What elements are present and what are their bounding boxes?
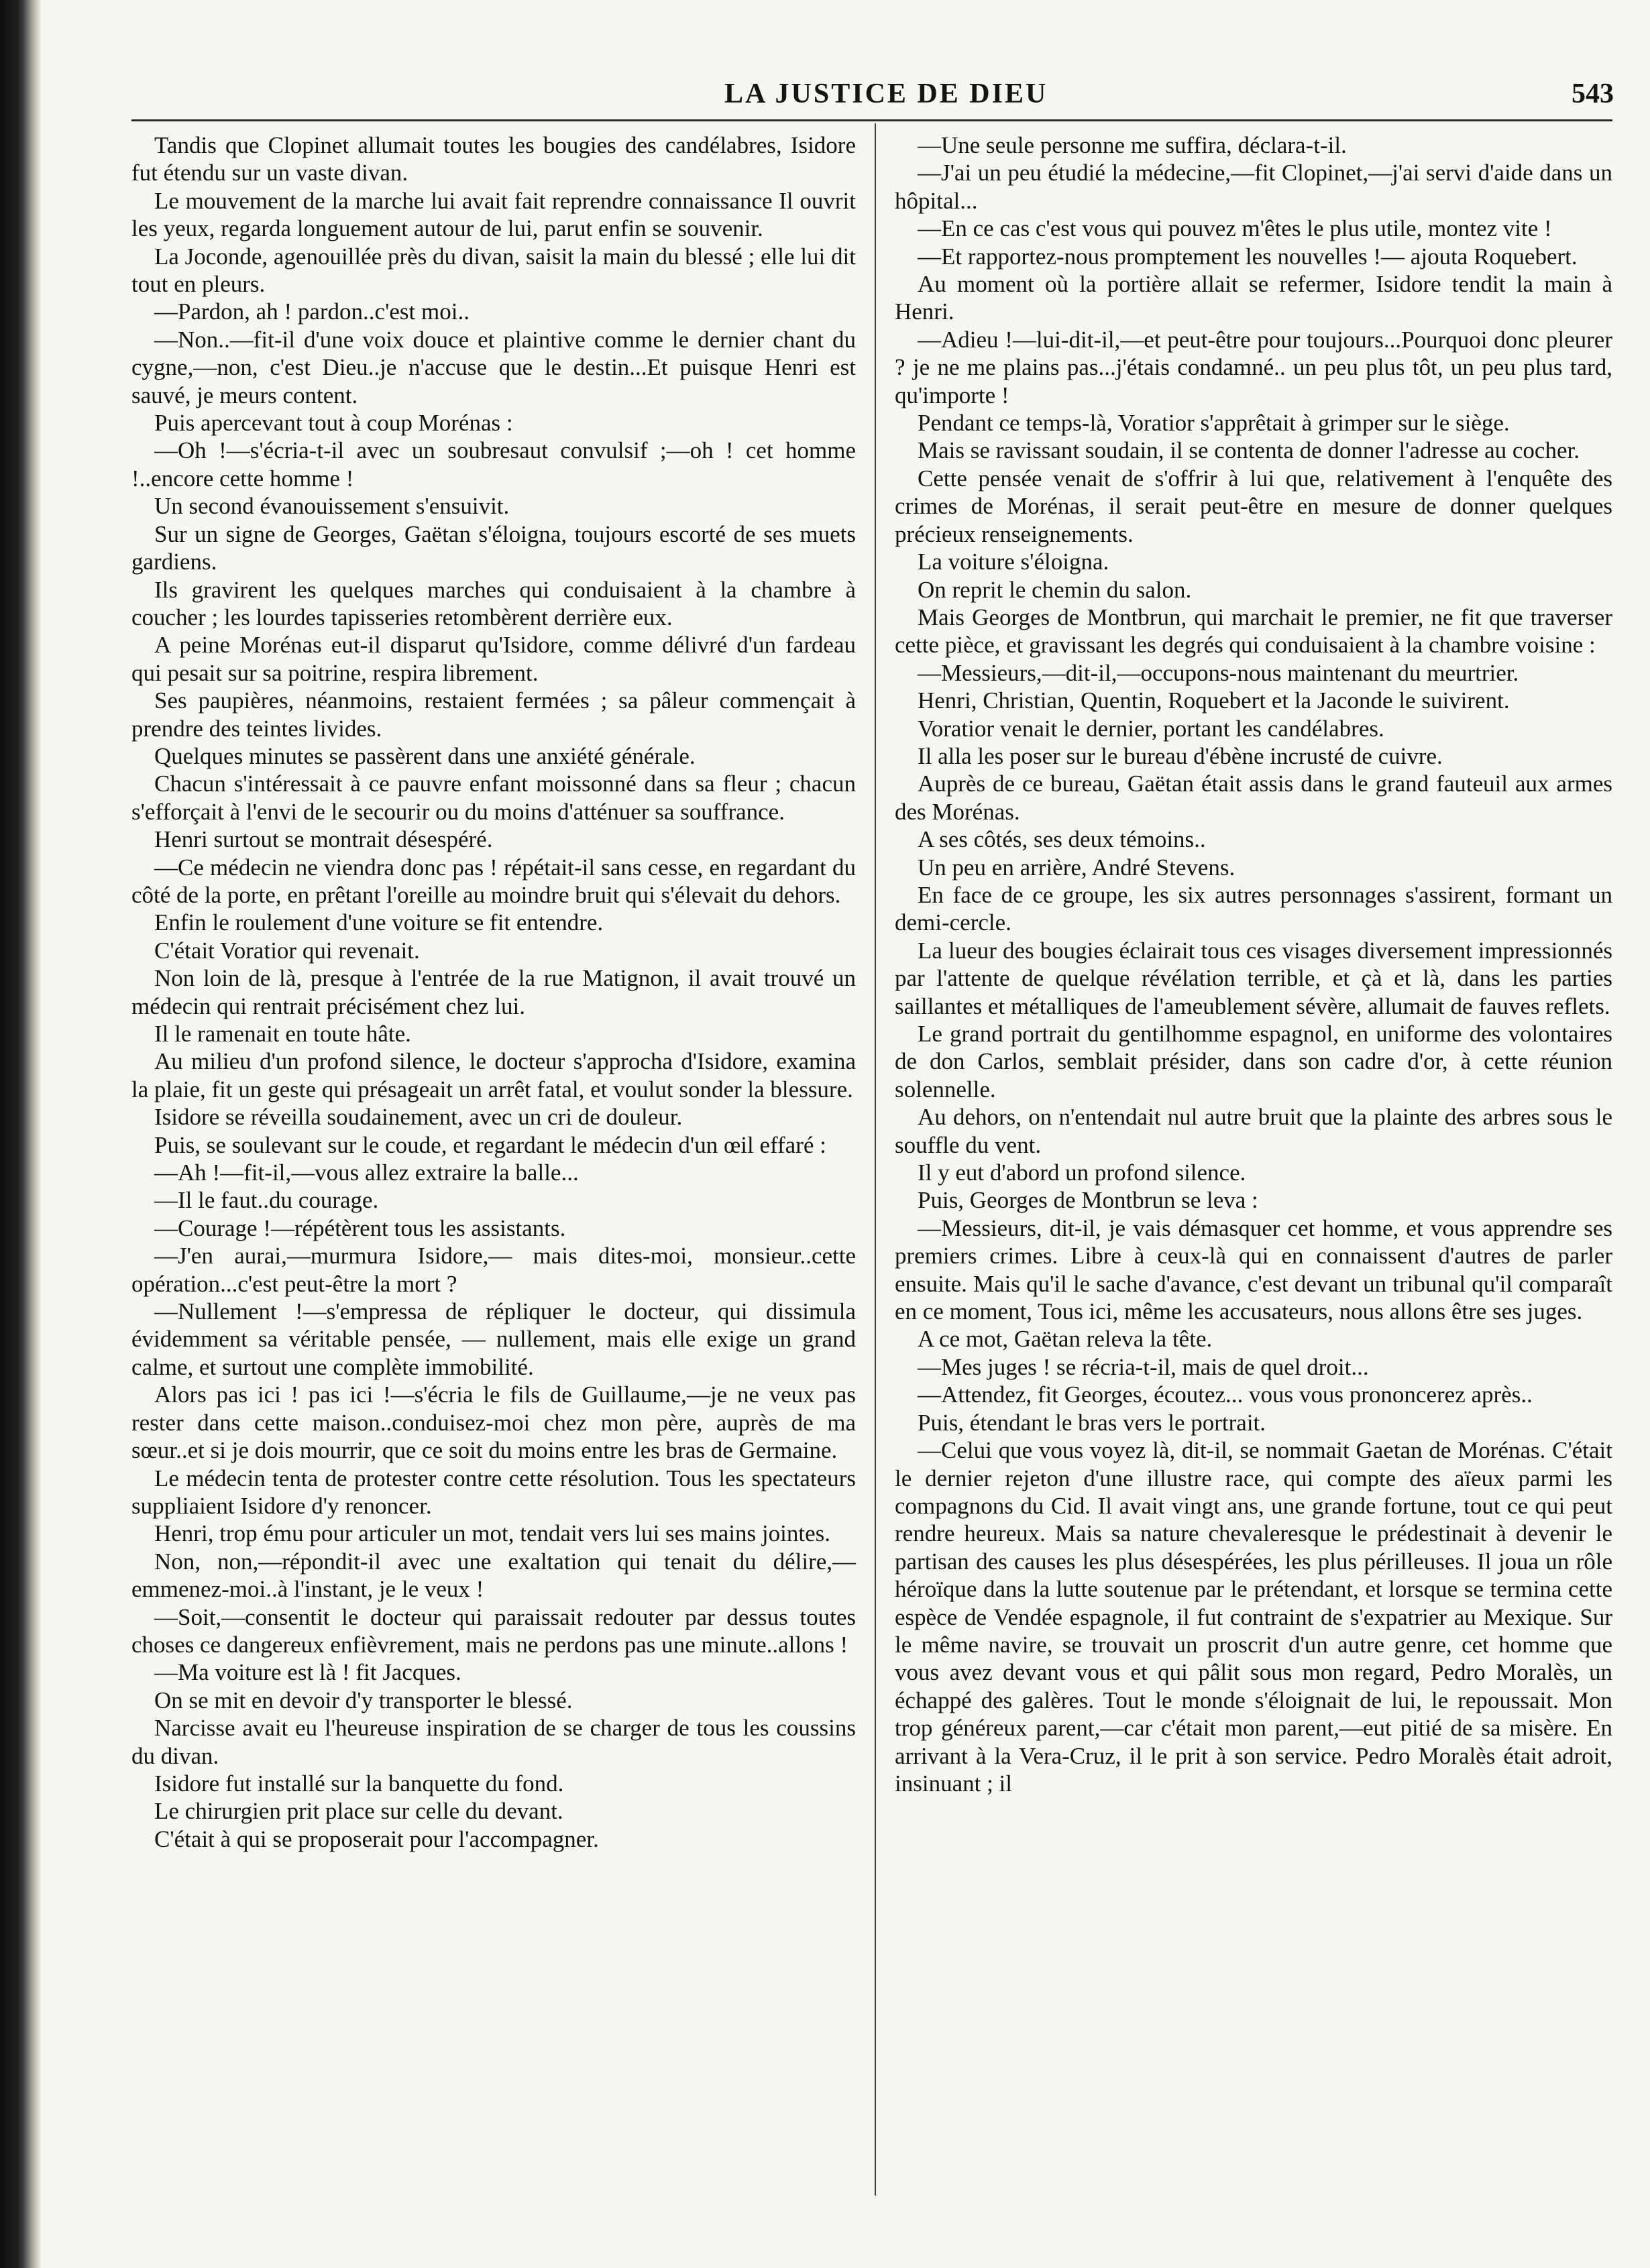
binding-edge	[0, 0, 42, 2268]
paragraph: Isidore fut installé sur la banquette du fond.	[154, 1770, 564, 1797]
paragraph: —Ma voiture est là ! fit Jacques.	[154, 1659, 461, 1686]
paragraph: Pendant ce temps-là, Voratior s'apprêtait à grimper sur le siège.	[918, 410, 1510, 437]
page-number: 543	[1572, 78, 1614, 109]
column-divider	[875, 123, 876, 2196]
paragraph: Ses paupières, néanmoins, restaient fermées ; sa pâleur commençait à prendre des teintes livides.	[131, 687, 856, 742]
paragraph: Le chirurgien prit place sur celle du devant.	[154, 1798, 563, 1825]
paragraph: Alors pas ici ! pas ici !—s'écria le fils de Guillaume,—je ne veux pas rester dans cette maison..conduisez-moi chez mon père, auprès de ma sœur..et si je dois mourrir, que ce soit du moins entre les bras de Germaine.	[131, 1381, 856, 1464]
paragraph: La voiture s'éloigna.	[918, 549, 1109, 575]
paragraph: Chacun s'intéressait à ce pauvre enfant moissonné dans sa fleur ; chacun s'efforçait à l'envi de le secourir ou du moins d'atténuer sa souffrance.	[131, 771, 856, 825]
paragraph: Non, non,—répondit-il avec une exaltation qui tenait du délire,—emmenez-moi..à l'instant, je le veux !	[131, 1548, 856, 1603]
header-rule	[131, 119, 1612, 121]
paragraph: Isidore se réveilla soudainement, avec un cri de douleur.	[154, 1104, 683, 1131]
paragraph: —Soit,—consentit le docteur qui paraissait redouter par dessus toutes choses ce dangereux enfièvrement, mais ne perdons pas une minute..allons !	[131, 1603, 856, 1658]
paragraph: Auprès de ce bureau, Gaëtan était assis dans le grand fauteuil aux armes des Morénas.	[895, 771, 1612, 825]
right-column	[895, 131, 1612, 2184]
paragraph: Mais se ravissant soudain, il se contenta de donner l'adresse au cocher.	[918, 437, 1580, 464]
paragraph: —Ce médecin ne viendra donc pas ! répétait-il sans cesse, en regardant du côté de la porte, en prêtant l'oreille au moindre bruit qui s'élevait du dehors.	[131, 854, 856, 908]
paragraph: Enfin le roulement d'une voiture se fit entendre.	[154, 909, 604, 936]
paragraph: Il alla les poser sur le bureau d'ébène incrusté de cuivre.	[918, 742, 1443, 769]
paragraph: —Attendez, fit Georges, écoutez... vous vous prononcerez après..	[918, 1381, 1533, 1408]
paragraph: —J'ai un peu étudié la médecine,—fit Clopinet,—j'ai servi d'aide dans un hôpital...	[895, 160, 1612, 214]
paragraph: —J'en aurai,—murmura Isidore,— mais dites-moi, monsieur..cette opération...c'est peut-être la mort ?	[131, 1243, 856, 1297]
paragraph: Narcisse avait eu l'heureuse inspiration de se charger de tous les coussins du divan.	[131, 1715, 856, 1769]
paragraph: On reprit le chemin du salon.	[918, 576, 1192, 603]
paragraph: —Ah !—fit-il,—vous allez extraire la balle...	[154, 1159, 579, 1186]
paragraph: Puis, se soulevant sur le coude, et regardant le médecin d'un œil effaré :	[154, 1131, 826, 1158]
running-title: LA JUSTICE DE DIEU	[724, 78, 1048, 109]
paragraph: A ses côtés, ses deux témoins..	[918, 826, 1206, 853]
paragraph: Il le ramenait en toute hâte.	[154, 1021, 411, 1047]
paragraph: C'était à qui se proposerait pour l'accompagner.	[154, 1825, 599, 1852]
paragraph: Voratior venait le dernier, portant les candélabres.	[918, 715, 1384, 742]
paragraph: —Messieurs,—dit-il,—occupons-nous maintenant du meurtrier.	[918, 659, 1519, 686]
paragraph: Un second évanouissement s'ensuivit.	[154, 493, 510, 520]
paragraph: La lueur des bougies éclairait tous ces visages diversement impressionnés par l'attente de quelque révélation terrible, et çà et là, dans les parties saillantes et métalliques de l'ameublement sévère, allumait de fauves reflets.	[895, 937, 1612, 1019]
page-header	[114, 72, 1650, 113]
left-column	[131, 131, 856, 2184]
paragraph: Au milieu d'un profond silence, le docteur s'approcha d'Isidore, examina la plaie, fit un geste qui présageait un arrêt fatal, et voulut sonder la blessure.	[131, 1048, 856, 1102]
paragraph: Au dehors, on n'entendait nul autre bruit que la plainte des arbres sous le souffle du vent.	[895, 1104, 1612, 1158]
paragraph: —Nullement !—s'empressa de répliquer le docteur, qui dissimula évidemment sa véritable pensée, — nullement, mais elle exige un grand calme, et surtout une complète immobilité.	[131, 1298, 856, 1380]
paragraph: Mais Georges de Montbrun, qui marchait le premier, ne fit que traverser cette pièce, et gravissant les degrés qui conduisaient à la chambre voisine :	[895, 604, 1612, 659]
paragraph: On se mit en devoir d'y transporter le blessé.	[154, 1687, 573, 1713]
paragraph: En face de ce groupe, les six autres personnages s'assirent, formant un demi-cercle.	[895, 881, 1612, 936]
paragraph: Cette pensée venait de s'offrir à lui que, relativement à l'enquête des crimes de Morénas, il serait peut-être en mesure de donner quelques précieux renseignements.	[895, 465, 1612, 547]
paragraph: C'était Voratior qui revenait.	[154, 937, 420, 964]
paragraph: Le mouvement de la marche lui avait fait reprendre connaissance Il ouvrit les yeux, regarda longuement autour de lui, parut enfin se souvenir.	[131, 187, 856, 242]
paragraph: Le grand portrait du gentilhomme espagnol, en uniforme des volontaires de don Carlos, semblait présider, dans son cadre d'or, à cette réunion solennelle.	[895, 1021, 1612, 1102]
paragraph: Henri, trop ému pour articuler un mot, tendait vers lui ses mains jointes.	[154, 1520, 830, 1547]
paragraph: Il y eut d'abord un profond silence.	[918, 1159, 1246, 1186]
paragraph: Le médecin tenta de protester contre cette résolution. Tous les spectateurs suppliaient Isidore d'y renoncer.	[131, 1465, 856, 1519]
paragraph: —Mes juges ! se récria-t-il, mais de quel droit...	[918, 1353, 1369, 1380]
paragraph: Au moment où la portière allait se refermer, Isidore tendit la main à Henri.	[895, 271, 1612, 325]
paragraph: A ce mot, Gaëtan releva la tête.	[918, 1326, 1213, 1353]
paragraph: —Une seule personne me suffira, déclara-t-il.	[918, 132, 1347, 158]
paragraph: La Joconde, agenouillée près du divan, saisit la main du blessé ; elle lui dit tout en pleurs.	[131, 243, 856, 298]
paragraph: Puis, étendant le bras vers le portrait.	[918, 1409, 1266, 1436]
paragraph: Non loin de là, presque à l'entrée de la rue Matignon, il avait trouvé un médecin qui rentrait précisément chez lui.	[131, 965, 856, 1019]
paragraph: —En ce cas c'est vous qui pouvez m'êtes le plus utile, montez vite !	[918, 215, 1552, 242]
paragraph: Un peu en arrière, André Stevens.	[918, 854, 1235, 881]
paragraph: A peine Morénas eut-il disparut qu'Isidore, comme délivré d'un fardeau qui pesait sur sa poitrine, respira librement.	[131, 632, 856, 686]
paragraph: —Et rapportez-nous promptement les nouvelles !— ajouta Roquebert.	[918, 243, 1578, 270]
paragraph: —Pardon, ah ! pardon..c'est moi..	[154, 298, 470, 325]
paragraph: Henri, Christian, Quentin, Roquebert et la Jaconde le suivirent.	[918, 687, 1510, 714]
paragraph: —Il le faut..du courage.	[154, 1187, 379, 1214]
paragraph: Puis, Georges de Montbrun se leva :	[918, 1187, 1258, 1214]
paragraph: —Oh !—s'écria-t-il avec un soubresaut convulsif ;—oh ! cet homme !..encore cette homme !	[131, 437, 856, 492]
paragraph: —Messieurs, dit-il, je vais démasquer cet homme, et vous apprendre ses premiers crimes. Libre à ceux-là qui en connaissent d'autres de parler ensuite. Mais qu'il le sache d'avance, c'est devant un tribunal qu'il comparaît en ce moment, Tous ici, même les accusateurs, nous allons être ses juges.	[895, 1214, 1612, 1325]
paragraph: Quelques minutes se passèrent dans une anxiété générale.	[154, 742, 696, 769]
paragraph: Sur un signe de Georges, Gaëtan s'éloigna, toujours escorté de ses muets gardiens.	[131, 520, 856, 575]
paragraph: Tandis que Clopinet allumait toutes les bougies des candélabres, Isidore fut étendu sur un vaste divan.	[131, 132, 856, 186]
paragraph: —Celui que vous voyez là, dit-il, se nommait Gaetan de Morénas. C'était le dernier rejeton d'une illustre race, qui compte des aïeux parmi les compagnons du Cid. Il avait vingt ans, une grande fortune, tout ce qui peut rendre heureux. Mais sa nature chevaleresque le prédestinait à devenir le partisan des causes les plus désespérées, les plus périlleuses. Il joua un rôle héroïque dans la lutte soutenue par le prétendant, et lorsque se termina cette espèce de Vendée espagnole, il fut contraint de s'expatrier au Mexique. Sur le même navire, se trouvait un proscrit d'un autre genre, cet homme que vous avez devant vous et qui pâlit sous mon regard, Pedro Moralès, un échappé des galères. Tout le monde s'éloignait de lui, le repoussait. Mon trop généreux parent,—car c'était mon parent,—eut pitié de sa misère. En arrivant à la Vera-Cruz, il le prit à son service. Pedro Moralès était adroit, insinuant ; il	[895, 1437, 1612, 1797]
paragraph: —Adieu !—lui-dit-il,—et peut-être pour toujours...Pourquoi donc pleurer ? je ne me plains pas...j'étais condamné.. un peu plus tôt, un peu plus tard, qu'importe !	[895, 326, 1612, 408]
paragraph: —Courage !—répétèrent tous les assistants.	[154, 1214, 566, 1241]
paragraph: Henri surtout se montrait désespéré.	[154, 826, 493, 853]
paragraph: —Non..—fit-il d'une voix douce et plaintive comme le dernier chant du cygne,—non, c'est Dieu..je n'accuse que le destin...Et puisque Henri est sauvé, je meurs content.	[131, 326, 856, 408]
paragraph: Ils gravirent les quelques marches qui conduisaient à la chambre à coucher ; les lourdes tapisseries retombèrent derrière eux.	[131, 576, 856, 630]
paragraph: Puis apercevant tout à coup Morénas :	[154, 410, 513, 437]
